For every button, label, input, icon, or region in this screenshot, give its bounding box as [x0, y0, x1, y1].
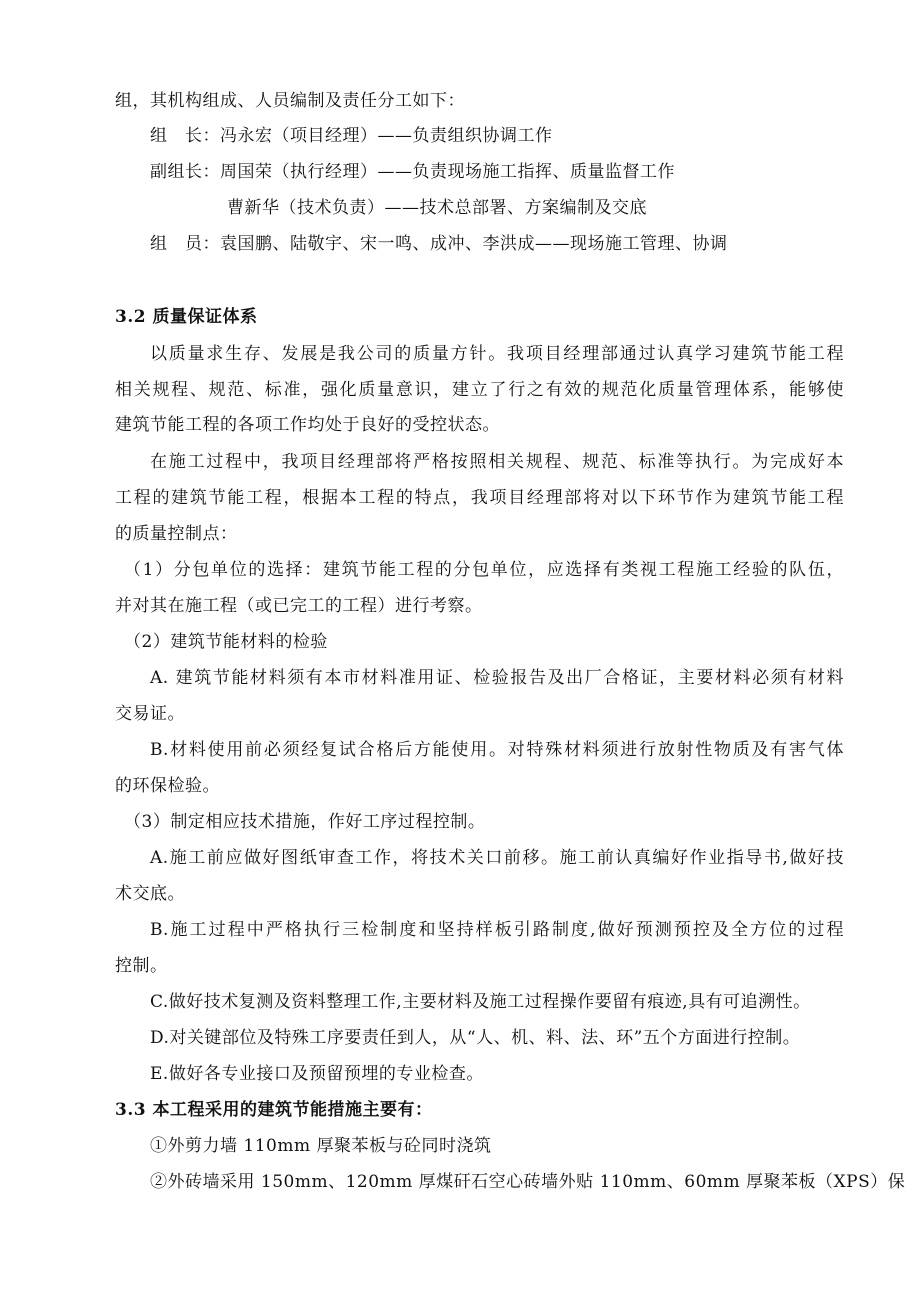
text-line: 控制。 — [115, 956, 168, 976]
text-line: A. 建筑节能材料须有本市材料准用证、检验报告及出厂合格证，主要材料必须有材料 — [150, 668, 844, 688]
text-line: （1）分包单位的选择：建筑节能工程的分包单位，应选择有类视工程施工经验的队伍， — [124, 560, 844, 580]
text-line: 并对其在施工程（或已完工的工程）进行考察。 — [115, 596, 483, 616]
text-line: 的质量控制点： — [115, 524, 238, 544]
text-line: （3）制定相应技术措施，作好工序过程控制。 — [124, 812, 486, 832]
text-line: A.施工前应做好图纸审查工作，将技术关口前移。施工前认真编好作业指导书,做好技 — [150, 848, 844, 868]
text-line: 术交底。 — [115, 884, 185, 904]
text-line: 建筑节能工程的各项工作均处于良好的受控状态。 — [115, 415, 500, 435]
text-line: 相关规程、规范、标准，强化质量意识，建立了行之有效的规范化质量管理体系，能够使 — [115, 380, 844, 400]
text-line: 的环保检验。 — [115, 776, 220, 796]
text-line: 工程的建筑节能工程，根据本工程的特点，我项目经理部将对以下环节作为建筑节能工程 — [115, 488, 844, 508]
text-line: B.施工过程中严格执行三检制度和坚持样板引路制度,做好预测预控及全方位的过程 — [150, 920, 844, 940]
text-line: 副组长：周国荣（执行经理）——负责现场施工指挥、质量监督工作 — [150, 162, 675, 182]
text-line: 曹新华（技术负责）——技术总部署、方案编制及交底 — [227, 198, 647, 218]
text-line: 组，其机构组成、人员编制及责任分工如下： — [115, 91, 465, 111]
text-line: ②外砖墙采用 150mm、120mm 厚煤矸石空心砖墙外贴 110mm、60mm 厚聚苯板（XPS）保 — [150, 1172, 906, 1192]
text-line: 组 员：袁国鹏、陆敬宇、宋一鸣、成冲、李洪成——现场施工管理、协调 — [150, 234, 728, 254]
text-line: 以质量求生存、发展是我公司的质量方针。我项目经理部通过认真学习建筑节能工程 — [150, 344, 844, 364]
text-line: D.对关键部位及特殊工序要责任到人，从“人、机、料、法、环”五个方面进行控制。 — [150, 1028, 801, 1048]
text-line: （2）建筑节能材料的检验 — [124, 632, 328, 652]
text-line: 交易证。 — [115, 704, 185, 724]
section-heading: 3.2 质量保证体系 — [115, 307, 258, 327]
text-line: 在施工过程中，我项目经理部将严格按照相关规程、规范、标准等执行。为完成好本 — [150, 452, 844, 472]
text-line: B.材料使用前必须经复试合格后方能使用。对特殊材料须进行放射性物质及有害气体 — [150, 740, 844, 760]
text-line: 组 长：冯永宏（项目经理）——负责组织协调工作 — [150, 126, 553, 146]
text-line: ①外剪力墙 110mm 厚聚苯板与砼同时浇筑 — [150, 1136, 492, 1156]
section-heading: 3.3 本工程采用的建筑节能措施主要有： — [115, 1100, 433, 1120]
text-line: C.做好技术复测及资料整理工作,主要材料及施工过程操作要留有痕迹,具有可追溯性。 — [150, 992, 811, 1012]
text-line: E.做好各专业接口及预留预埋的专业检查。 — [150, 1064, 484, 1084]
